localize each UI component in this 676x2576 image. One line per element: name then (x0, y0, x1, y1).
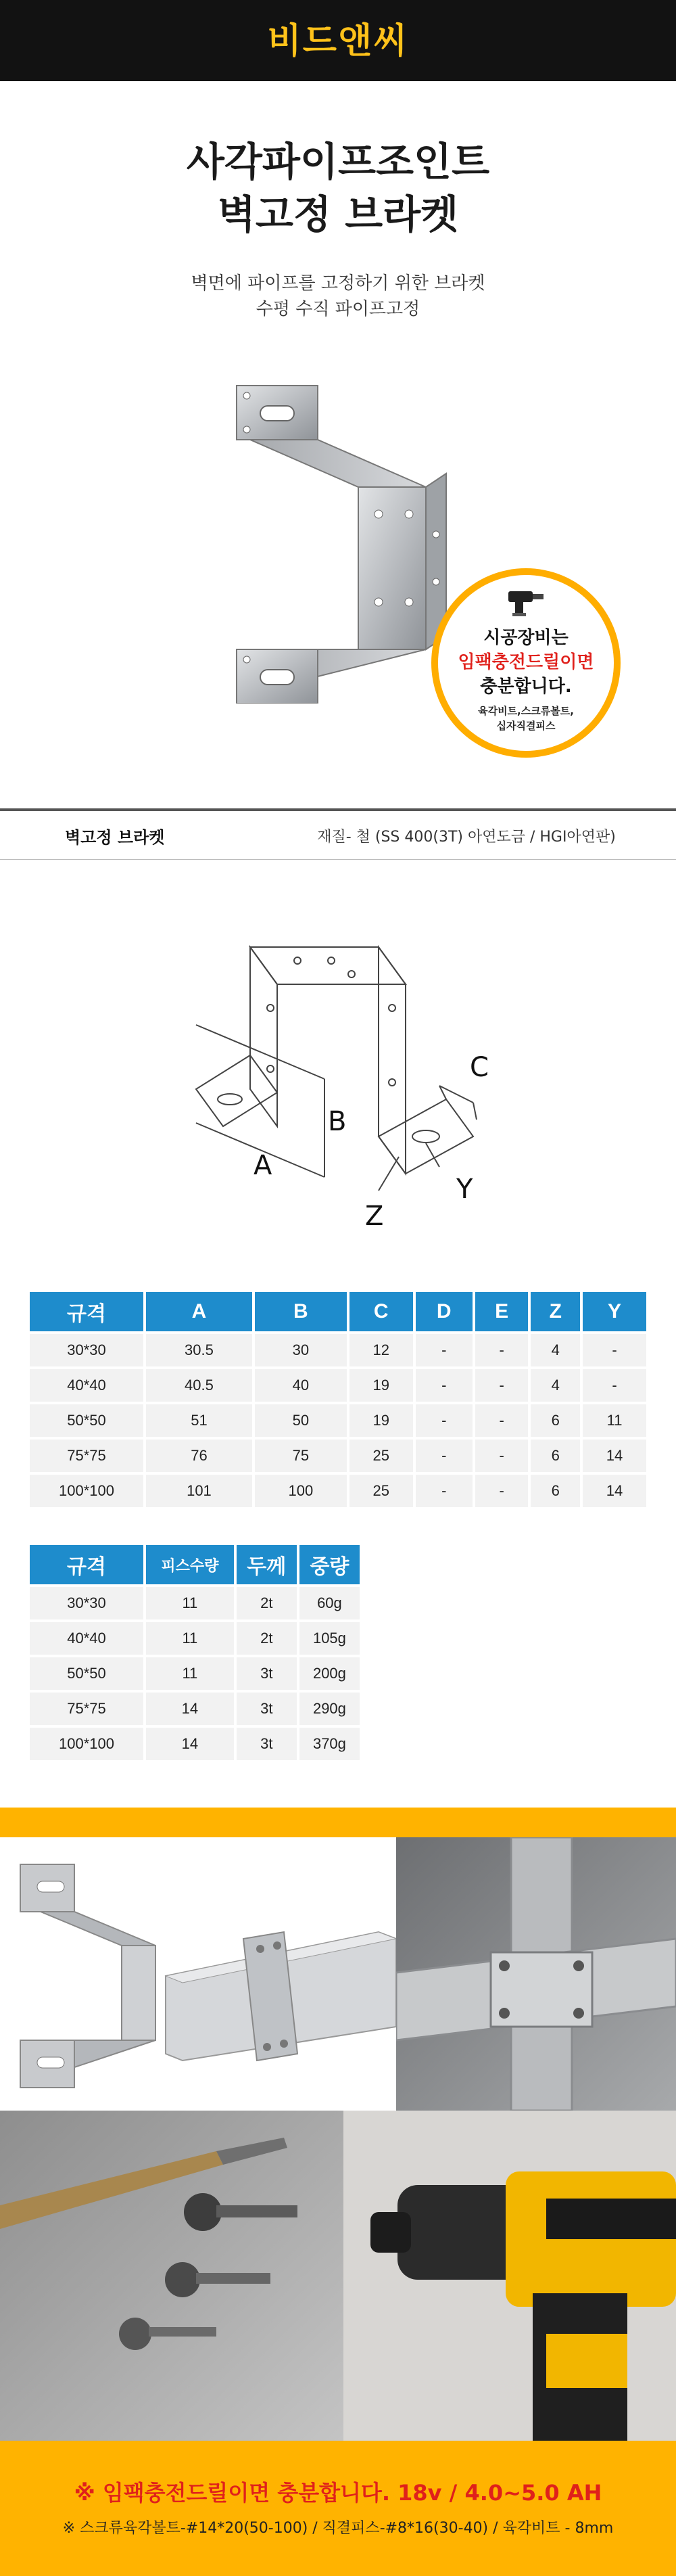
table-cell: 2t (235, 1621, 298, 1656)
tool-badge (431, 568, 621, 758)
table-cell: 6 (529, 1403, 581, 1438)
table-cell: 30*30 (28, 1333, 145, 1368)
table-cell: 14 (581, 1473, 648, 1509)
table-cell: - (414, 1403, 474, 1438)
header-cell: A (145, 1291, 254, 1333)
table-cell: 30.5 (145, 1333, 254, 1368)
table-cell: 3t (235, 1656, 298, 1691)
table-cell: 14 (581, 1438, 648, 1473)
table-cell: 19 (348, 1403, 414, 1438)
bottom-notice (0, 2441, 676, 2576)
header-cell: Y (581, 1291, 648, 1333)
table-cell: 100 (254, 1473, 348, 1509)
table-cell: 75*75 (28, 1438, 145, 1473)
title-line-1: 사각파이프조인트 (186, 139, 490, 185)
table-cell: 75 (254, 1438, 348, 1473)
dimension-label-y: Y (456, 1174, 473, 1205)
table-cell: 370g (298, 1726, 361, 1762)
table-cell: 6 (529, 1438, 581, 1473)
header-cell: Z (529, 1291, 581, 1333)
table-cell: - (474, 1473, 530, 1509)
spec-divider-top (0, 808, 676, 811)
table-cell: - (474, 1403, 530, 1438)
table-cell: 30*30 (28, 1586, 145, 1621)
bracket-pipe-render (0, 1837, 396, 2111)
table-cell: 4 (529, 1368, 581, 1403)
badge-line-3: 충분합니다. (480, 676, 572, 697)
dimension-label-z: Z (365, 1201, 384, 1232)
table-cell: 11 (145, 1656, 235, 1691)
section-band (0, 1808, 676, 1837)
spec-material: 재질- 철 (SS 400(3T) 아연도금 / HGI아연판) (317, 829, 616, 846)
table-cell: 25 (348, 1438, 414, 1473)
table-cell: 50*50 (28, 1403, 145, 1438)
table-cell: 40*40 (28, 1621, 145, 1656)
badge-line-4a: 육각비트,스크류볼트, (478, 705, 574, 717)
header-bar (0, 0, 676, 81)
spec-product-name: 벽고정 브라켓 (65, 828, 165, 847)
table-cell: 105g (298, 1621, 361, 1656)
dimension-label-a: A (254, 1150, 272, 1181)
dimension-label-b: B (328, 1106, 347, 1137)
table-row (28, 1333, 648, 1368)
badge-line-4b: 십자직결피스 (496, 720, 556, 732)
weight-table (27, 1542, 362, 1763)
table-row (28, 1621, 361, 1656)
table-row (28, 1473, 648, 1509)
bottom-notice-line-1: ※ 임팩충전드릴이면 충분합니다. 18v / 4.0~5.0 AH (74, 2480, 602, 2506)
page-subtitle (0, 271, 676, 322)
table-cell: 12 (348, 1333, 414, 1368)
table-row (28, 1438, 648, 1473)
table-cell: 11 (581, 1403, 648, 1438)
table-cell: 6 (529, 1473, 581, 1509)
table-cell: 25 (348, 1473, 414, 1509)
table-cell: 60g (298, 1586, 361, 1621)
table-cell: - (474, 1368, 530, 1403)
header-cell: 피스수량 (145, 1544, 235, 1586)
table-cell: 19 (348, 1368, 414, 1403)
table-cell: 40*40 (28, 1368, 145, 1403)
table-cell: - (414, 1438, 474, 1473)
dimension-label-c: C (470, 1052, 489, 1083)
impact-drill-photo (343, 2111, 676, 2441)
table-cell: - (414, 1368, 474, 1403)
badge-line-1: 시공장비는 (483, 628, 569, 648)
dimension-table (27, 1289, 649, 1510)
table-row (28, 1691, 361, 1726)
page-title (0, 135, 676, 241)
table-cell: 14 (145, 1726, 235, 1762)
table-row (28, 1656, 361, 1691)
table-cell: 50*50 (28, 1656, 145, 1691)
dimension-drawing (155, 934, 534, 1251)
table-cell: - (414, 1473, 474, 1509)
table-cell: 30 (254, 1333, 348, 1368)
table-cell: 4 (529, 1333, 581, 1368)
table-cell: 101 (145, 1473, 254, 1509)
spec-divider-bottom (0, 859, 676, 860)
table-cell: 200g (298, 1656, 361, 1691)
header-cell: 규격 (28, 1544, 145, 1586)
table-cell: 100*100 (28, 1726, 145, 1762)
table-cell: 100*100 (28, 1473, 145, 1509)
tool-badge-inner (438, 575, 614, 751)
table-cell: - (474, 1333, 530, 1368)
weight-table-header (28, 1544, 361, 1586)
table-cell: 2t (235, 1586, 298, 1621)
header-cell: C (348, 1291, 414, 1333)
table-cell: 76 (145, 1438, 254, 1473)
table-cell: 3t (235, 1726, 298, 1762)
subtitle-line-2: 수평 수직 파이프고정 (256, 299, 420, 319)
table-row (28, 1403, 648, 1438)
dimension-table-header (28, 1291, 648, 1333)
brand-logo: 비드앤씨 (267, 21, 409, 62)
table-cell: 40 (254, 1368, 348, 1403)
table-cell: - (581, 1333, 648, 1368)
table-row (28, 1726, 361, 1762)
table-row (28, 1368, 648, 1403)
table-cell: - (414, 1333, 474, 1368)
header-cell: E (474, 1291, 530, 1333)
table-cell: 290g (298, 1691, 361, 1726)
badge-line-4 (438, 704, 614, 733)
dimension-diagram (155, 934, 534, 1251)
screws-photo (0, 2111, 343, 2441)
installed-bracket-photo (396, 1837, 676, 2111)
bottom-notice-line-2: ※ 스크류육각볼트-#14*20(50-100) / 직결피스-#8*16(30-40) / 육각비트 - 8mm (62, 2520, 614, 2537)
table-cell: 40.5 (145, 1368, 254, 1403)
table-cell: 14 (145, 1691, 235, 1726)
table-row (28, 1586, 361, 1621)
table-cell: 75*75 (28, 1691, 145, 1726)
table-cell: 11 (145, 1621, 235, 1656)
table-cell: 51 (145, 1403, 254, 1438)
table-cell: - (474, 1438, 530, 1473)
table-cell: - (581, 1368, 648, 1403)
table-cell: 50 (254, 1403, 348, 1438)
table-cell: 3t (235, 1691, 298, 1726)
header-cell: 두께 (235, 1544, 298, 1586)
header-cell: B (254, 1291, 348, 1333)
badge-line-2: 임팩충전드릴이면 (458, 652, 594, 672)
header-cell: D (414, 1291, 474, 1333)
title-line-2: 벽고정 브라켓 (217, 191, 459, 237)
impact-drill-icon (506, 587, 546, 617)
header-cell: 규격 (28, 1291, 145, 1333)
subtitle-line-1: 벽면에 파이프를 고정하기 위한 브라켓 (191, 273, 485, 294)
header-cell: 중량 (298, 1544, 361, 1586)
table-cell: 11 (145, 1586, 235, 1621)
